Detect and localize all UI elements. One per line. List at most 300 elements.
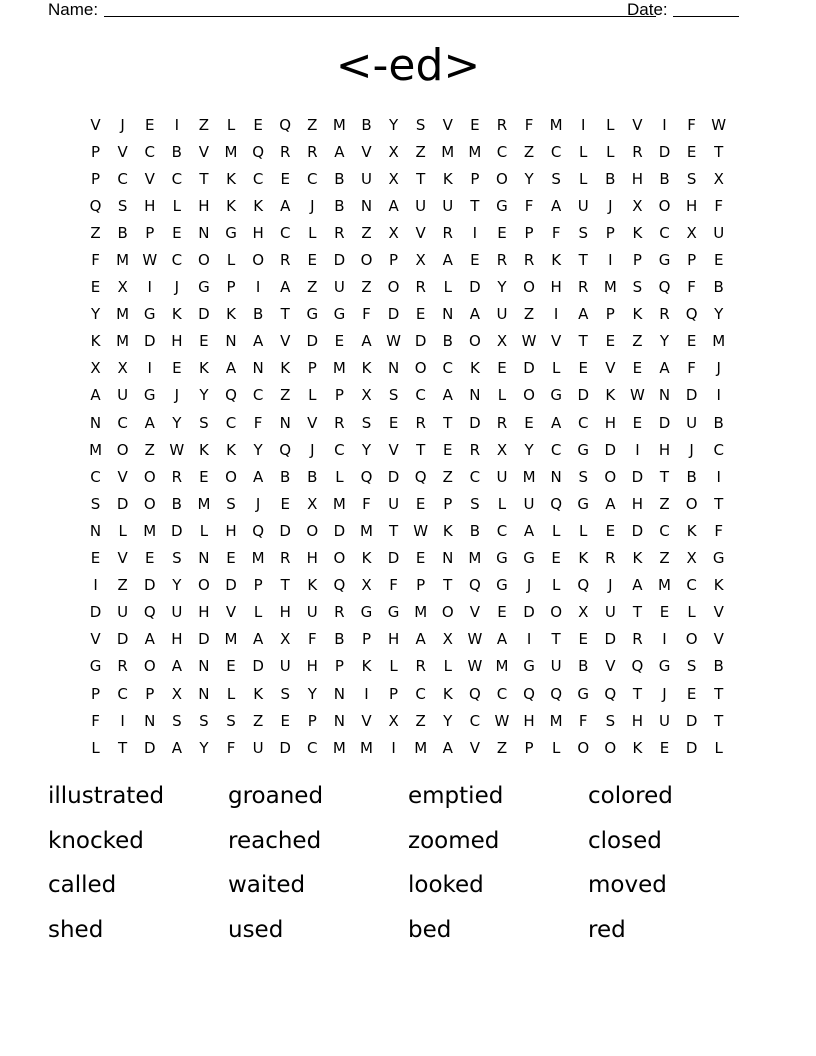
grid-letter: C [144, 142, 155, 161]
grid-letter: P [145, 223, 155, 242]
grid-letter: S [226, 711, 236, 730]
grid-letter: S [172, 711, 182, 730]
grid-letter: E [551, 549, 561, 568]
grid-letter: C [90, 467, 101, 486]
header [48, 0, 768, 22]
date-line [673, 16, 739, 17]
grid-letter: K [253, 684, 264, 703]
grid-letter: L [606, 115, 615, 134]
grid-letter: Y [172, 576, 182, 595]
grid-letter: E [415, 549, 426, 568]
grid-letter: O [441, 603, 454, 622]
grid-letter: H [685, 196, 698, 215]
grid-letter: K [226, 169, 236, 188]
grid-letter: X [686, 223, 697, 242]
grid-letter: R [171, 467, 183, 486]
grid-letter: I [608, 251, 613, 270]
grid-letter: A [605, 494, 616, 513]
grid-letter: D [523, 603, 535, 622]
grid-letter: Q [550, 494, 563, 513]
word-list-item: zoomed [408, 827, 500, 854]
grid-letter: L [172, 196, 181, 215]
grid-letter: C [307, 738, 318, 757]
grid-letter: Y [714, 305, 724, 324]
grid-letter: E [632, 413, 643, 432]
grid-letter: C [415, 386, 426, 405]
grid-letter: C [496, 142, 508, 161]
grid-letter: D [523, 359, 535, 378]
grid-letter: V [225, 603, 237, 622]
grid-letter: I [716, 467, 721, 486]
grid-letter: I [147, 359, 152, 378]
grid-letter: U [442, 196, 454, 215]
grid-letter: D [469, 278, 481, 297]
grid-letter: C [171, 169, 183, 188]
grid-letter: I [174, 115, 180, 134]
grid-letter: F [687, 359, 696, 378]
grid-letter: Z [307, 278, 318, 297]
grid-letter: Q [143, 603, 156, 622]
grid-letter: S [90, 494, 101, 513]
grid-letter: R [415, 413, 426, 432]
grid-letter: M [414, 603, 428, 622]
grid-letter: P [524, 738, 534, 757]
grid-letter: O [658, 196, 671, 215]
grid-letter: B [171, 494, 182, 513]
grid-letter: D [198, 305, 210, 324]
grid-letter: C [469, 467, 481, 486]
grid-letter: O [143, 494, 156, 513]
grid-letter: J [716, 359, 721, 378]
grid-letter: B [713, 657, 724, 676]
grid-letter: U [360, 169, 372, 188]
grid-letter: A [280, 278, 291, 297]
grid-letter: B [442, 332, 453, 351]
grid-letter: M [441, 142, 455, 161]
grid-letter: S [117, 196, 128, 215]
grid-letter: P [145, 684, 155, 703]
grid-letter: H [171, 630, 183, 649]
grid-letter: E [172, 359, 182, 378]
grid-letter: H [198, 603, 210, 622]
grid-letter: D [143, 576, 156, 595]
word-list-item: moved [588, 872, 667, 898]
grid-letter: H [631, 711, 644, 730]
grid-letter: K [632, 549, 643, 568]
grid-letter: R [334, 223, 345, 242]
grid-letter: C [550, 142, 562, 161]
grid-letter: O [387, 278, 400, 297]
grid-letter: L [91, 738, 100, 757]
grid-letter: I [364, 684, 369, 703]
grid-letter: P [416, 576, 426, 595]
grid-letter: B [361, 115, 372, 134]
grid-letter: X [632, 196, 643, 215]
grid-letter: Z [496, 738, 508, 757]
grid-letter: X [415, 251, 426, 270]
grid-letter: E [415, 305, 426, 324]
grid-letter: U [388, 494, 400, 513]
grid-letter: Z [361, 223, 372, 242]
grid-letter: D [198, 630, 210, 649]
grid-letter: Z [117, 576, 128, 595]
grid-letter: N [89, 521, 102, 540]
grid-letter: P [605, 223, 615, 242]
grid-letter: E [686, 142, 697, 161]
grid-letter: A [442, 738, 453, 757]
grid-letter: L [335, 467, 344, 486]
grid-letter: A [280, 196, 291, 215]
grid-letter: C [252, 386, 264, 405]
grid-letter: D [333, 521, 346, 540]
grid-letter: T [714, 684, 724, 703]
grid-letter: H [523, 711, 535, 730]
grid-letter: G [360, 603, 373, 622]
grid-letter: Z [307, 115, 318, 134]
grid-letter: U [713, 223, 725, 242]
grid-letter: U [496, 305, 508, 324]
grid-letter: E [388, 413, 399, 432]
grid-letter: Y [90, 305, 101, 324]
grid-letter: E [497, 359, 507, 378]
grid-letter: Q [604, 684, 617, 703]
grid-letter: A [144, 413, 155, 432]
grid-letter: J [120, 115, 125, 134]
grid-letter: B [605, 169, 616, 188]
grid-letter: F [524, 115, 534, 134]
grid-letter: X [388, 711, 399, 730]
grid-letter: K [442, 169, 453, 188]
grid-letter: Y [199, 386, 209, 405]
grid-letter: M [116, 251, 130, 270]
grid-letter: Q [279, 440, 292, 459]
grid-letter: K [361, 549, 372, 568]
grid-letter: A [551, 196, 562, 215]
grid-letter: X [361, 386, 372, 405]
grid-letter: F [362, 494, 371, 513]
grid-letter: X [90, 359, 101, 378]
grid-letter: T [416, 440, 426, 459]
grid-letter: N [550, 467, 562, 486]
word-list-item: illustrated [48, 783, 165, 809]
grid-letter: L [551, 521, 561, 540]
grid-letter: S [199, 711, 209, 730]
grid-letter: Z [280, 386, 291, 405]
grid-letter: F [91, 711, 100, 730]
grid-letter: T [578, 251, 588, 270]
grid-letter: C [659, 223, 670, 242]
grid-letter: K [307, 576, 318, 595]
grid-letter: U [117, 386, 129, 405]
grid-letter: Y [361, 440, 372, 459]
grid-letter: E [659, 738, 670, 757]
grid-letter: N [198, 223, 210, 242]
grid-letter: A [659, 359, 670, 378]
grid-letter: D [577, 386, 590, 405]
grid-letter: G [496, 196, 508, 215]
word-list-item: looked [408, 872, 484, 898]
grid-letter: T [714, 142, 724, 161]
grid-letter: O [225, 467, 237, 486]
grid-letter: V [605, 657, 616, 676]
grid-letter: U [686, 413, 698, 432]
grid-letter: Y [524, 440, 534, 459]
grid-letter: O [414, 359, 427, 378]
grid-letter: C [686, 576, 697, 595]
grid-letter: B [252, 305, 264, 324]
grid-letter: B [307, 467, 318, 486]
grid-letter: Y [388, 115, 399, 134]
grid-letter: C [577, 413, 589, 432]
grid-letter: J [689, 440, 694, 459]
grid-letter: Q [333, 576, 346, 595]
grid-letter: X [171, 684, 182, 703]
grid-letter: P [470, 169, 480, 188]
grid-letter: M [468, 549, 482, 568]
grid-letter: O [143, 467, 156, 486]
grid-letter: M [332, 115, 346, 134]
grid-letter: G [550, 386, 562, 405]
grid-letter: U [117, 603, 129, 622]
grid-letter: G [658, 251, 671, 270]
grid-letter: L [551, 738, 561, 757]
word-list-item: shed [48, 916, 104, 943]
grid-letter: B [117, 223, 128, 242]
grid-letter: V [469, 603, 480, 622]
grid-letter: P [253, 576, 263, 595]
grid-letter: E [144, 115, 155, 134]
grid-letter: B [280, 467, 291, 486]
grid-letter: X [686, 549, 697, 568]
grid-letter: F [687, 115, 696, 134]
grid-letter: Z [144, 440, 155, 459]
grid-letter: H [306, 549, 318, 568]
grid-letter: K [469, 359, 480, 378]
grid-letter: A [415, 630, 426, 649]
grid-letter: Y [199, 738, 209, 757]
grid-letter: V [551, 332, 562, 351]
grid-letter: C [659, 521, 670, 540]
grid-letter: F [551, 223, 561, 242]
grid-letter: D [279, 521, 291, 540]
grid-letter: H [631, 169, 644, 188]
grid-letter: W [521, 332, 537, 351]
grid-letter: K [632, 738, 643, 757]
word-list-item: bed [408, 916, 452, 943]
grid-letter: K [226, 305, 236, 324]
grid-letter: E [659, 603, 670, 622]
grid-letter: N [360, 196, 373, 215]
grid-letter: H [171, 332, 183, 351]
grid-letter: A [469, 305, 480, 324]
word-list [48, 778, 768, 956]
grid-letter: D [685, 711, 698, 730]
grid-letter: D [171, 521, 183, 540]
grid-letter: L [579, 169, 588, 188]
grid-letter: P [91, 684, 101, 703]
grid-letter: A [442, 386, 453, 405]
grid-letter: E [90, 278, 101, 297]
grid-letter: O [685, 630, 698, 649]
grid-letter: J [255, 494, 261, 513]
grid-letter: V [307, 413, 318, 432]
grid-letter: Y [172, 413, 182, 432]
grid-letter: D [604, 630, 617, 649]
grid-letter: Q [468, 684, 481, 703]
grid-letter: I [716, 386, 721, 405]
grid-letter: W [169, 440, 185, 459]
grid-letter: Z [198, 115, 210, 134]
grid-letter: N [442, 549, 454, 568]
grid-letter: G [306, 305, 319, 324]
grid-letter: O [198, 576, 210, 595]
grid-letter: E [199, 332, 209, 351]
grid-letter: I [553, 305, 559, 324]
grid-letter: M [332, 738, 346, 757]
grid-letter: Z [361, 278, 372, 297]
grid-letter: V [442, 115, 453, 134]
grid-letter: D [116, 630, 129, 649]
grid-letter: V [388, 440, 399, 459]
grid-letter: T [659, 467, 670, 486]
grid-letter: O [685, 494, 698, 513]
grid-letter: K [90, 332, 101, 351]
grid-letter: R [117, 657, 128, 676]
grid-letter: C [171, 251, 183, 270]
grid-letter: T [118, 738, 128, 757]
grid-letter: B [334, 169, 345, 188]
grid-letter: C [442, 359, 453, 378]
grid-letter: M [224, 142, 238, 161]
grid-letter: D [631, 467, 644, 486]
grid-letter: F [91, 251, 100, 270]
grid-letter: R [279, 549, 291, 568]
grid-letter: Q [685, 305, 698, 324]
grid-letter: N [279, 413, 291, 432]
grid-letter: K [361, 657, 372, 676]
grid-letter: I [526, 630, 532, 649]
grid-letter: I [120, 711, 125, 730]
word-list-item: groaned [228, 783, 324, 809]
grid-letter: Z [523, 142, 535, 161]
grid-letter: I [635, 440, 640, 459]
grid-letter: T [470, 196, 480, 215]
grid-letter: X [361, 576, 372, 595]
grid-letter: T [714, 711, 724, 730]
grid-letter: M [712, 332, 726, 351]
grid-letter: E [172, 223, 182, 242]
grid-letter: U [333, 278, 345, 297]
grid-letter: S [388, 386, 399, 405]
grid-letter: L [443, 278, 452, 297]
grid-letter: B [713, 413, 724, 432]
grid-letter: V [605, 359, 616, 378]
grid-letter: S [415, 115, 426, 134]
grid-letter: H [144, 196, 156, 215]
grid-letter: R [279, 142, 291, 161]
grid-letter: R [632, 142, 643, 161]
grid-letter: O [116, 440, 129, 459]
grid-letter: X [713, 169, 724, 188]
grid-letter: I [662, 115, 667, 134]
word-list-item: red [588, 916, 626, 943]
grid-letter: P [361, 630, 371, 649]
grid-letter: S [172, 549, 182, 568]
grid-letter: P [389, 251, 399, 270]
grid-letter: A [442, 251, 453, 270]
grid-letter: O [604, 467, 617, 486]
grid-letter: T [632, 603, 642, 622]
grid-letter: E [90, 549, 101, 568]
grid-letter: A [496, 630, 508, 649]
grid-letter: G [89, 657, 102, 676]
grid-letter: P [91, 142, 101, 161]
grid-letter: D [225, 576, 237, 595]
grid-letter: A [171, 657, 182, 676]
grid-letter: N [252, 359, 264, 378]
grid-letter: K [605, 386, 616, 405]
grid-letter: S [280, 684, 290, 703]
grid-letter: A [252, 332, 264, 351]
grid-letter: G [712, 549, 725, 568]
grid-letter: M [360, 738, 373, 757]
grid-letter: B [659, 169, 670, 188]
grid-letter: O [523, 278, 535, 297]
grid-letter: P [632, 251, 642, 270]
grid-letter: S [578, 467, 588, 486]
word-search-grid [82, 111, 732, 761]
grid-letter: E [415, 494, 426, 513]
grid-letter: R [334, 603, 345, 622]
grid-letter: K [226, 196, 236, 215]
grid-letter: W [630, 386, 645, 405]
grid-letter: P [389, 684, 399, 703]
grid-letter: P [443, 494, 453, 513]
grid-letter: E [280, 169, 290, 188]
grid-letter: C [496, 521, 508, 540]
grid-letter: K [199, 440, 209, 459]
grid-letter: E [497, 603, 507, 622]
grid-letter: C [117, 169, 128, 188]
name-label: Name: [48, 0, 99, 19]
grid-letter: M [603, 278, 617, 297]
grid-letter: E [686, 684, 697, 703]
grid-letter: M [143, 521, 157, 540]
grid-letter: D [279, 738, 291, 757]
grid-letter: R [279, 251, 291, 270]
grid-letter: H [225, 521, 237, 540]
grid-letter: E [144, 549, 155, 568]
grid-letter: D [252, 657, 264, 676]
grid-letter: G [577, 440, 590, 459]
grid-letter: D [469, 413, 481, 432]
grid-letter: O [306, 521, 319, 540]
grid-letter: R [307, 142, 318, 161]
grid-letter: M [549, 711, 563, 730]
grid-letter: E [443, 440, 453, 459]
grid-letter: F [687, 278, 696, 297]
grid-letter: W [413, 521, 429, 540]
grid-letter: M [360, 521, 373, 540]
word-list-item: used [228, 916, 284, 943]
grid-letter: I [581, 115, 586, 134]
grid-letter: X [496, 332, 508, 351]
grid-letter: M [224, 630, 238, 649]
grid-letter: Z [523, 305, 535, 324]
grid-letter: P [307, 359, 317, 378]
word-list-item: knocked [48, 827, 144, 854]
grid-letter: U [279, 657, 291, 676]
